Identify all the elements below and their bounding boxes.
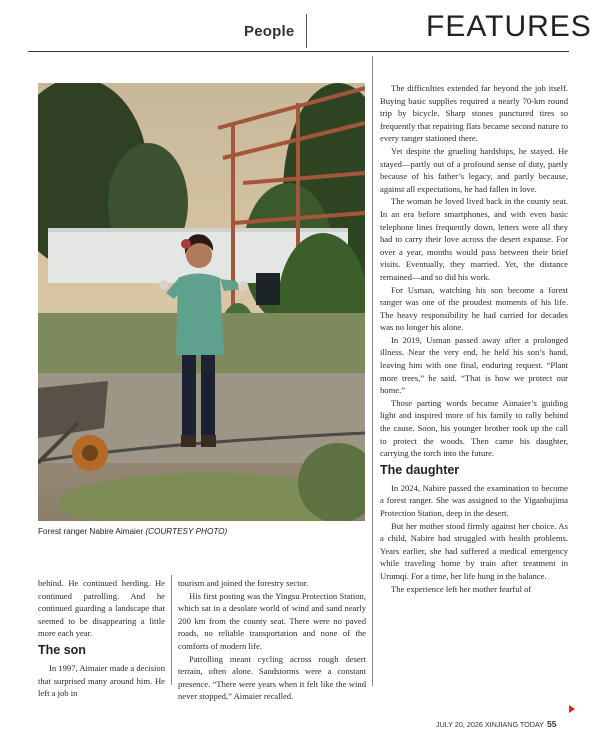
column-1 (38, 577, 165, 700)
paragraph: But her mother stood firmly against her choice. As a child, Nabire had struggled with health problems. Years earlier, she had suffered a medical emergency while traveling home by train after treatment in Urumqi. For a time, her life hung in the balance. (380, 520, 568, 581)
column-3 (380, 82, 568, 595)
page-footer (436, 719, 556, 729)
paragraph: The woman he loved lived back in the county seat. In an era before smartphones, and with even basic telephone lines frequently down, letters were all they had to carry their love across the desert expanse. For over a year, months would pass between their brief visits. Eventually, they married. Yet, the distance remained—and so did his work. (380, 196, 568, 282)
paragraph: Yet despite the grueling hardships, he stayed. He stayed—partly out of a profound sense of duty, partly because of his father’s legacy, and partly because, against all expectations, he had fallen in love. (380, 145, 568, 194)
paragraph: His first posting was the Yingsu Protection Station, which sat in a desolate world of wind and sand nearly 200 km from the county seat. There were no paved roads, no reliable transportation and none of the comforts of modern life. (178, 590, 366, 651)
page-number: 55 (547, 719, 557, 729)
paragraph: The difficulties extended far beyond the job itself. Buying basic supplies required a nearly 70-km round trip by bicycle. Sharp stones punctured tires so frequently that repairing flats became second nature to every ranger stationed there. (380, 83, 568, 144)
subheading-the-son: The son (38, 642, 86, 657)
paragraph: Patrolling meant cycling across rough desert terrain, often alone. Sandstorms were a constant presence. “There were years when it felt like the wind never stopped,” Aimaier recalled. (178, 653, 366, 702)
header-rule (28, 51, 569, 52)
paragraph: For Usman, watching his son become a forest ranger was one of the proudest moments of his life. The heavy responsibility he had carried for decades was no longer his alone. (380, 284, 568, 333)
caption-credit: (COURTESY PHOTO) (145, 527, 228, 536)
paragraph: behind. He continued herding. He continued patrolling. And he continued guarding a landscape that seemed to be disappearing a little more each year. (38, 578, 165, 639)
section-label: People (244, 23, 295, 40)
header-divider (306, 14, 307, 48)
column-rule-1 (171, 575, 172, 685)
photo-caption (38, 527, 227, 536)
paragraph: tourism and joined the forestry sector. (178, 578, 309, 588)
footer-date-publication: JULY 20, 2026 XINJIANG TODAY (436, 720, 544, 729)
subheading-the-daughter: The daughter (380, 462, 460, 477)
column-2 (178, 577, 366, 703)
paragraph: In 2024, Nabire passed the examination to become a forest ranger. She was assigned to the Yiganbujima Protection Station, deep in the desert. (380, 482, 568, 518)
continue-arrow-icon (569, 705, 575, 713)
page-title: FEATURES (426, 10, 592, 43)
paragraph: Those parting words became Aimaier’s guiding light and inspired more of his family to rally behind the cause. Soon, his younger brother took up the call to protect the woods. Then came his daughter, carrying the torch into the future. (380, 397, 568, 459)
paragraph: In 1997, Aimaier made a decision that surprised many around him. He left a job in (38, 662, 165, 699)
paragraph: The experience left her mother fearful of (391, 583, 532, 594)
column-rule-2 (372, 56, 373, 686)
caption-text: Forest ranger Nabire Aimaier (38, 527, 146, 536)
paragraph: In 2019, Usman passed away after a prolonged illness. Near the very end, he held his son’s hand, leaving him with one final, enduring request. “Plant more trees,” he said. “That is how we protect our home.” (380, 334, 568, 396)
article-photo (38, 83, 365, 521)
